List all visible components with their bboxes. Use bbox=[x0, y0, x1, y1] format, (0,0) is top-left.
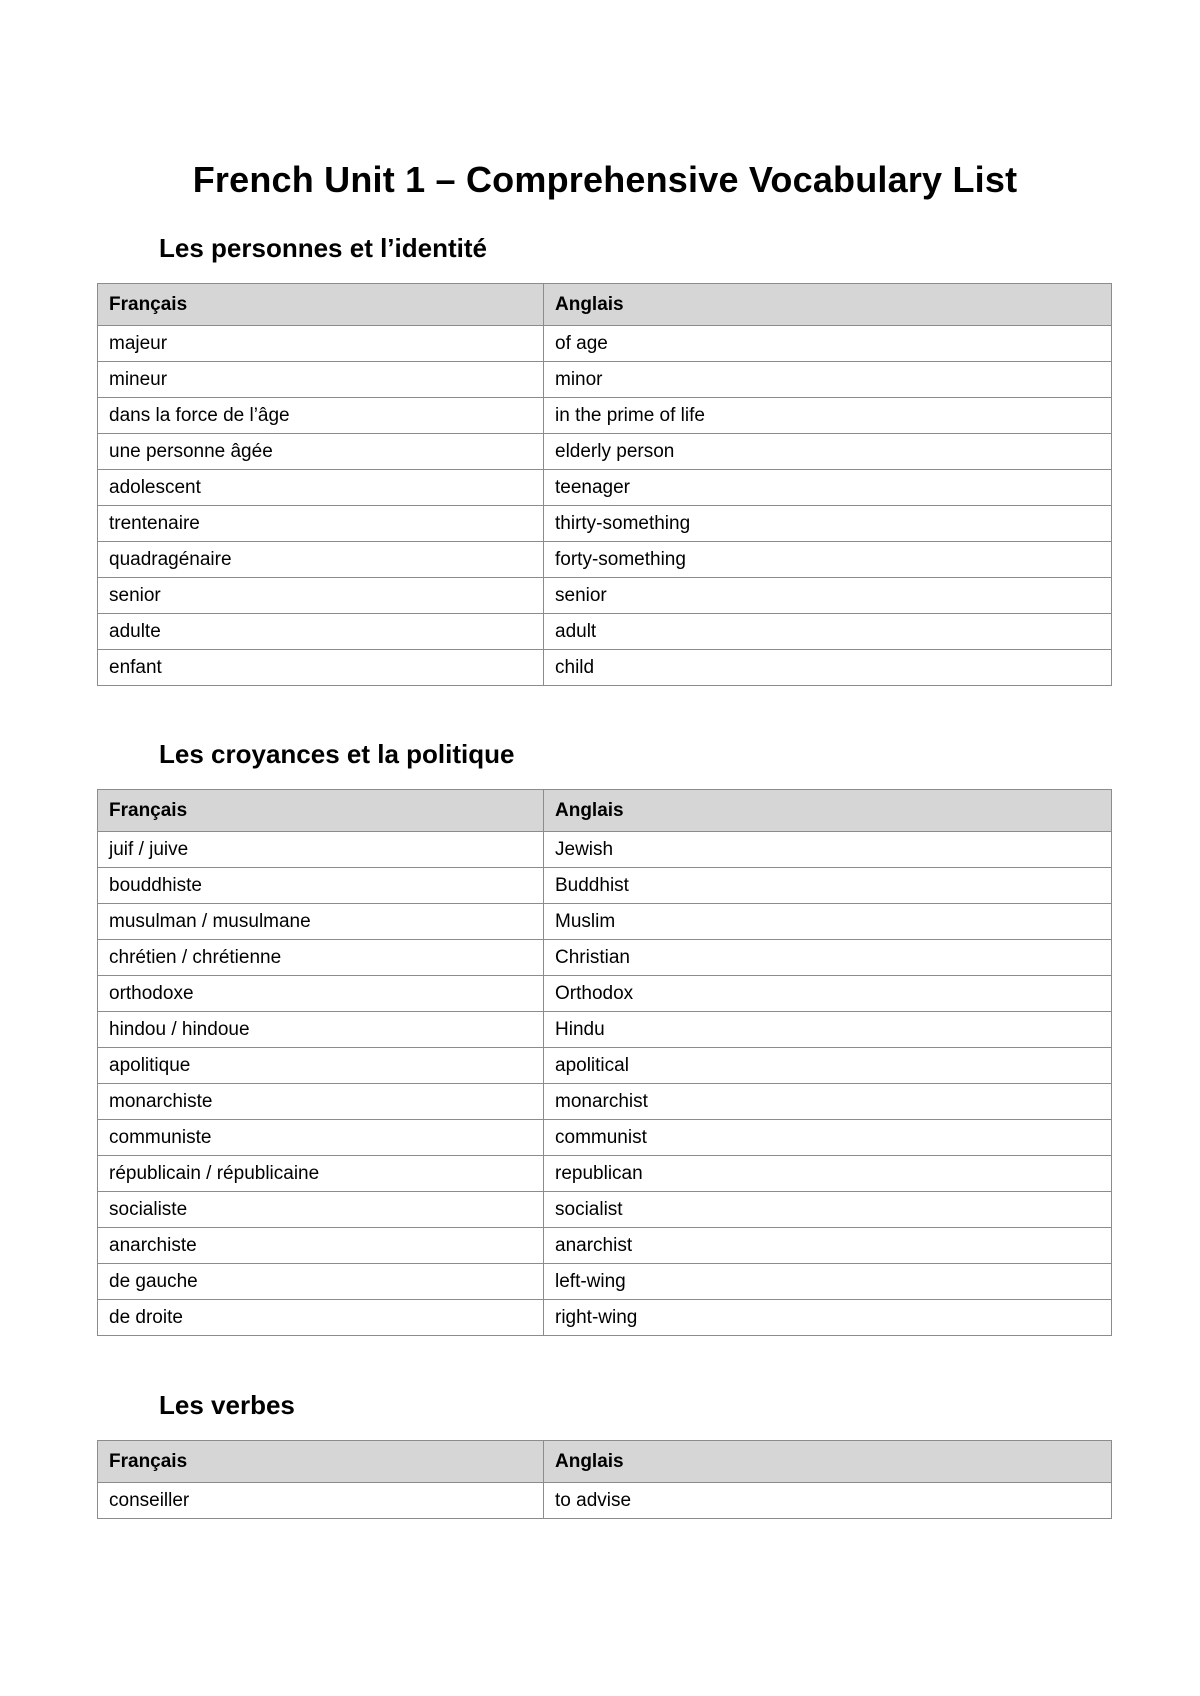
column-header-francais: Français bbox=[98, 1441, 544, 1483]
cell-francais: adolescent bbox=[98, 470, 544, 506]
cell-francais: dans la force de l’âge bbox=[98, 398, 544, 434]
cell-anglais: forty-something bbox=[544, 542, 1112, 578]
cell-anglais: child bbox=[544, 650, 1112, 686]
table-row bbox=[98, 940, 1112, 976]
table-row bbox=[98, 1120, 1112, 1156]
table-row bbox=[98, 1228, 1112, 1264]
cell-anglais: adult bbox=[544, 614, 1112, 650]
cell-anglais: Jewish bbox=[544, 832, 1112, 868]
cell-anglais: Hindu bbox=[544, 1012, 1112, 1048]
cell-anglais: Christian bbox=[544, 940, 1112, 976]
cell-francais: mineur bbox=[98, 362, 544, 398]
cell-anglais: teenager bbox=[544, 470, 1112, 506]
cell-anglais: Orthodox bbox=[544, 976, 1112, 1012]
cell-francais: de droite bbox=[98, 1300, 544, 1336]
table-row bbox=[98, 362, 1112, 398]
cell-francais: adulte bbox=[98, 614, 544, 650]
cell-francais: apolitique bbox=[98, 1048, 544, 1084]
table-row bbox=[98, 1048, 1112, 1084]
cell-anglais: elderly person bbox=[544, 434, 1112, 470]
cell-francais: bouddhiste bbox=[98, 868, 544, 904]
cell-francais: anarchiste bbox=[98, 1228, 544, 1264]
cell-francais: de gauche bbox=[98, 1264, 544, 1300]
cell-francais: chrétien / chrétienne bbox=[98, 940, 544, 976]
cell-anglais: Muslim bbox=[544, 904, 1112, 940]
cell-francais: communiste bbox=[98, 1120, 544, 1156]
table-row bbox=[98, 1483, 1112, 1519]
cell-francais: musulman / musulmane bbox=[98, 904, 544, 940]
table-row bbox=[98, 904, 1112, 940]
cell-anglais: to advise bbox=[544, 1483, 1112, 1519]
vocabulary-table bbox=[97, 789, 1112, 1336]
cell-anglais: apolitical bbox=[544, 1048, 1112, 1084]
cell-francais: socialiste bbox=[98, 1192, 544, 1228]
cell-francais: une personne âgée bbox=[98, 434, 544, 470]
cell-anglais: in the prime of life bbox=[544, 398, 1112, 434]
cell-anglais: monarchist bbox=[544, 1084, 1112, 1120]
cell-francais: conseiller bbox=[98, 1483, 544, 1519]
cell-francais: orthodoxe bbox=[98, 976, 544, 1012]
cell-anglais: republican bbox=[544, 1156, 1112, 1192]
table-row bbox=[98, 506, 1112, 542]
section-heading: Les croyances et la politique bbox=[159, 739, 515, 769]
cell-anglais: left-wing bbox=[544, 1264, 1112, 1300]
cell-francais: hindou / hindoue bbox=[98, 1012, 544, 1048]
column-header-francais: Français bbox=[98, 284, 544, 326]
column-header-anglais: Anglais bbox=[544, 284, 1112, 326]
cell-anglais: socialist bbox=[544, 1192, 1112, 1228]
table-row bbox=[98, 1192, 1112, 1228]
table-row bbox=[98, 1084, 1112, 1120]
cell-anglais: right-wing bbox=[544, 1300, 1112, 1336]
section-heading: Les personnes et l’identité bbox=[159, 233, 487, 263]
document-title: French Unit 1 – Comprehensive Vocabulary List bbox=[192, 159, 1018, 200]
table-row bbox=[98, 1300, 1112, 1336]
cell-anglais: minor bbox=[544, 362, 1112, 398]
cell-francais: monarchiste bbox=[98, 1084, 544, 1120]
table-header-row bbox=[98, 1441, 1112, 1483]
column-header-francais: Français bbox=[98, 790, 544, 832]
cell-francais: trentenaire bbox=[98, 506, 544, 542]
column-header-anglais: Anglais bbox=[544, 1441, 1112, 1483]
section-personnes-identite bbox=[97, 230, 1111, 686]
table-row bbox=[98, 1264, 1112, 1300]
table-row bbox=[98, 976, 1112, 1012]
table-row bbox=[98, 614, 1112, 650]
cell-anglais: of age bbox=[544, 326, 1112, 362]
table-row bbox=[98, 1012, 1112, 1048]
table-row bbox=[98, 1156, 1112, 1192]
cell-francais: majeur bbox=[98, 326, 544, 362]
table-row bbox=[98, 868, 1112, 904]
table-row bbox=[98, 832, 1112, 868]
table-row bbox=[98, 434, 1112, 470]
table-row bbox=[98, 470, 1112, 506]
section-verbes bbox=[97, 1387, 1111, 1519]
cell-francais: enfant bbox=[98, 650, 544, 686]
cell-anglais: senior bbox=[544, 578, 1112, 614]
table-header-row bbox=[98, 790, 1112, 832]
cell-francais: juif / juive bbox=[98, 832, 544, 868]
table-header-row bbox=[98, 284, 1112, 326]
column-header-anglais: Anglais bbox=[544, 790, 1112, 832]
section-heading: Les verbes bbox=[159, 1390, 295, 1420]
table-row bbox=[98, 326, 1112, 362]
table-row bbox=[98, 650, 1112, 686]
cell-francais: quadragénaire bbox=[98, 542, 544, 578]
cell-francais: senior bbox=[98, 578, 544, 614]
cell-anglais: Buddhist bbox=[544, 868, 1112, 904]
cell-anglais: thirty-something bbox=[544, 506, 1112, 542]
table-row bbox=[98, 578, 1112, 614]
table-row bbox=[98, 542, 1112, 578]
table-row bbox=[98, 398, 1112, 434]
cell-anglais: anarchist bbox=[544, 1228, 1112, 1264]
cell-anglais: communist bbox=[544, 1120, 1112, 1156]
cell-francais: républicain / républicaine bbox=[98, 1156, 544, 1192]
section-croyances-politique bbox=[97, 736, 1111, 1336]
vocabulary-table bbox=[97, 1440, 1112, 1519]
vocabulary-table bbox=[97, 283, 1112, 686]
